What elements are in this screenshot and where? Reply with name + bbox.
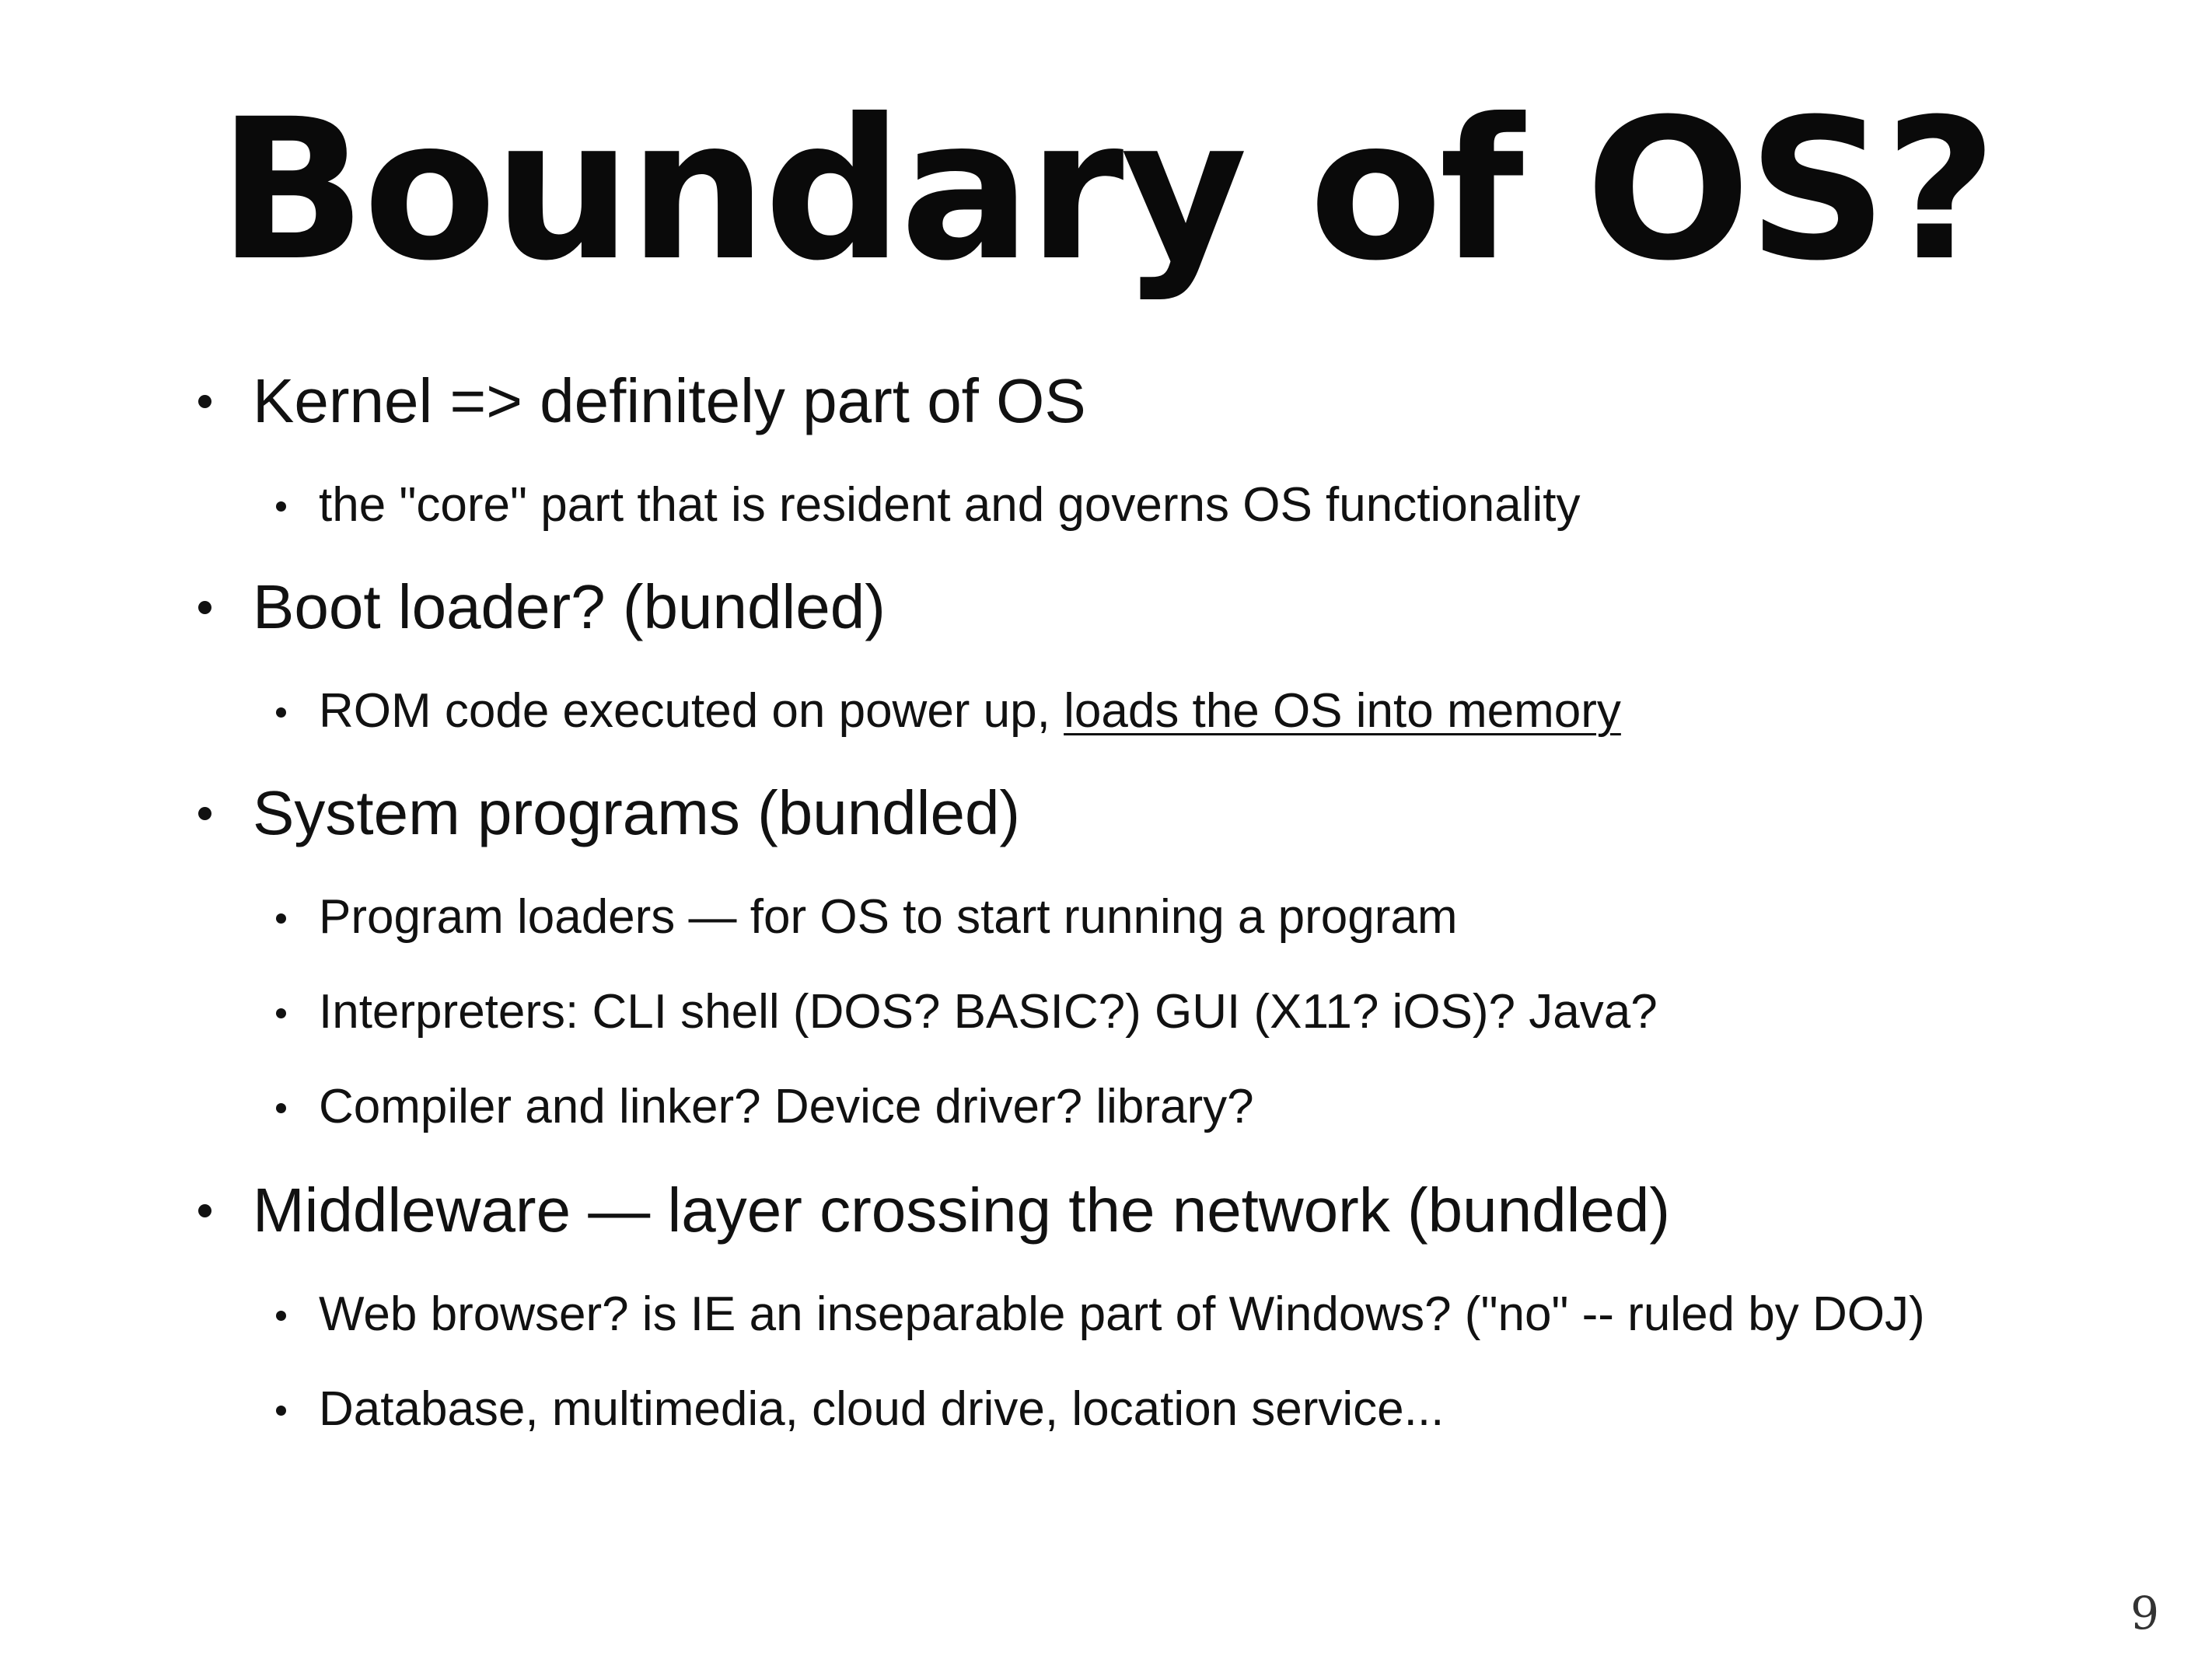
sub-bullet-database xyxy=(319,1378,1444,1441)
sub-bullet-interpreters xyxy=(319,981,1658,1043)
sub-bullet-text: Compiler and linker? Device driver? library? xyxy=(319,1080,1254,1133)
bullet-text: Middleware — layer crossing the network (bundled) xyxy=(253,1175,1671,1245)
bullet-text: Boot loader? (bundled) xyxy=(253,572,886,641)
bullet-dot-icon xyxy=(198,807,211,820)
sub-bullet-kernel-core xyxy=(319,474,1580,536)
bullet-dot-icon xyxy=(198,395,211,408)
sub-bullet-text: Web browser? is IE an inseparable part of Windows? ("no" -- ruled by DOJ) xyxy=(319,1287,1925,1341)
sub-bullet-compiler xyxy=(319,1076,1254,1138)
sub-bullet-rom-code xyxy=(319,680,1621,742)
sub-bullet-program-loaders xyxy=(319,886,1458,948)
sub-bullet-dot-icon xyxy=(276,501,286,512)
bullet-middleware xyxy=(253,1172,1670,1249)
sub-bullet-dot-icon xyxy=(276,707,286,718)
sub-bullet-web-browser xyxy=(319,1284,1925,1346)
sub-bullet-dot-icon xyxy=(276,1103,286,1113)
sub-bullet-text: Interpreters: CLI shell (DOS? BASIC?) GUI (X11? iOS)? Java? xyxy=(319,985,1658,1039)
sub-bullet-text: ROM code executed on power up, xyxy=(319,684,1064,738)
sub-bullet-text: Database, multimedia, cloud drive, location service... xyxy=(319,1382,1445,1436)
bullet-system-programs xyxy=(253,774,1020,852)
bullet-text: Kernel => definitely part of OS xyxy=(253,366,1086,435)
underlined-phrase: loads the OS into memory xyxy=(1064,684,1621,738)
sub-bullet-dot-icon xyxy=(276,1008,286,1018)
sub-bullet-dot-icon xyxy=(276,1311,286,1321)
sub-bullet-text: the "core" part that is resident and governs OS functionality xyxy=(319,478,1581,532)
bullet-dot-icon xyxy=(198,601,211,614)
sub-bullet-dot-icon xyxy=(276,913,286,924)
bullet-dot-icon xyxy=(198,1204,211,1217)
bullet-kernel xyxy=(253,362,1086,440)
sub-bullet-text: Program loaders — for OS to start running a program xyxy=(319,890,1458,944)
sub-bullet-dot-icon xyxy=(276,1406,286,1416)
bullet-boot-loader xyxy=(253,568,886,646)
bullet-text: System programs (bundled) xyxy=(253,778,1021,847)
slide-title: Boundary of OS? xyxy=(218,77,1994,303)
page-number: 9 xyxy=(2130,1587,2159,1640)
